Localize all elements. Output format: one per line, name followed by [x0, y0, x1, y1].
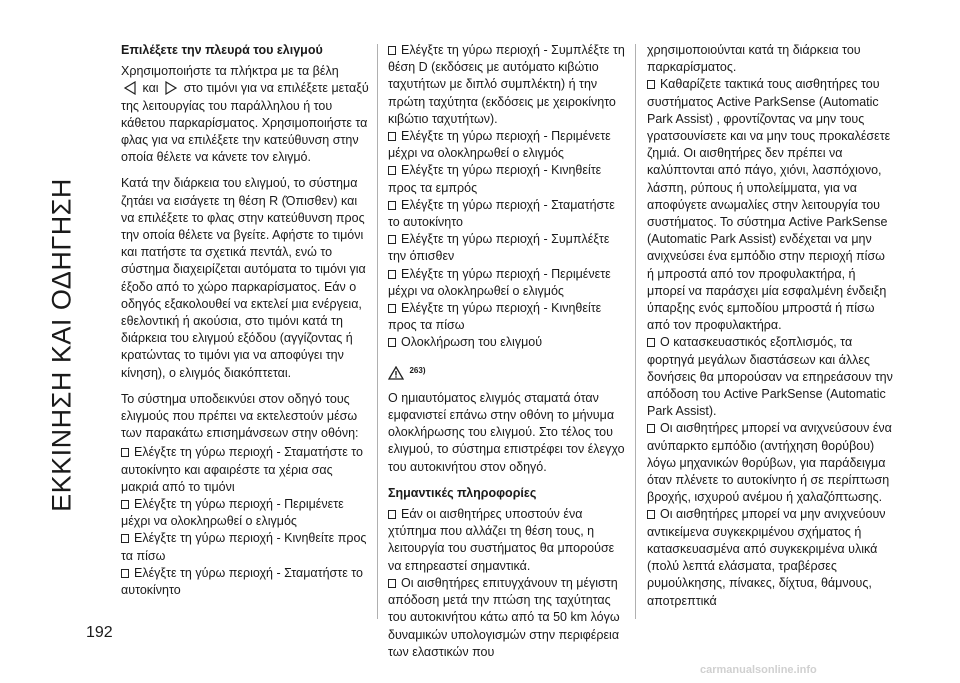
bullet-icon: [647, 424, 655, 433]
warning-reference: [388, 362, 628, 382]
bullet-icon: [121, 569, 129, 578]
list-item: Καθαρίζετε τακτικά τους αισθητήρες του συστήματος Active ParkSense (Automatic Park Assist) , φροντίζοντας να μην τους γρατσουνίσετε και να μην τους προκαλέσετε ζημιά. Οι αισθητήρες δεν πρέπει να καλύπτονται από πάγο, χιόνι, λασπόχιονο, λάσπη, ρύπους ή υπολείμματα, για να αποφύγετε ανωμαλίες στην λειτουργία του συστήματος. Το σύστημα Active ParkSense (Automatic Park Assist) ενδέχεται να μην ανιχνεύσει ένα εμπόδιο στην περιοχή πίσω ή μπροστά από τον προφυλακτήρα, ή μπορεί να παράσχει μία εσφαλμένη ένδειξη ύπαρξης ενός εμποδίου μπροστά ή πίσω από τον προφυλακτήρα.: [647, 77, 891, 333]
list-item: Ελέγξτε τη γύρω περιοχή - Σταματήστε το αυτοκίνητο: [121, 565, 363, 598]
bullet-icon: [388, 270, 396, 279]
page-number: 192: [86, 624, 113, 641]
section-heading: Σημαντικές πληροφορίες: [388, 485, 537, 500]
bullet-icon: [388, 510, 396, 519]
list-item: Ελέγξτε τη γύρω περιοχή - Περιμένετε μέχρι να ολοκληρωθεί ο ελιγμός: [121, 497, 344, 529]
warning-ref-number: 263): [409, 365, 426, 375]
list-item: Οι αισθητήρες μπορεί να ανιχνεύσουν ένα ανύπαρκτο εμπόδιο (αντήχηση θορύβου) λόγω μηχανικών θορύβων, για παράδειγμα όταν πλένετε το αυτοκίνητο ή σε περίπτωση βροχής, ισχυρού ανέμου ή χαλαζόπτωσης.: [647, 421, 892, 505]
warning-icon: [388, 366, 404, 380]
list-item: Ο κατασκευαστικός εξοπλισμός, τα φορτηγά μεγάλων διαστάσεων και άλλες δονήσεις θα μπορούσαν να επηρεάσουν την απόδοση του Active ParkSense (Automatic Park Assist).: [647, 335, 893, 419]
arrow-left-icon: [123, 81, 137, 95]
bullet-icon: [388, 338, 396, 347]
list-item: Ελέγξτε τη γύρω περιοχή - Περιμένετε μέχρι να ολοκληρωθεί ο ελιγμός: [388, 266, 611, 298]
column-divider: [635, 44, 636, 619]
section-heading: Επιλέξετε την πλευρά του ελιγμού: [121, 43, 323, 57]
list-item: Ελέγξτε τη γύρω περιοχή - Κινηθείτε προς τα εμπρός: [388, 163, 602, 195]
paragraph: Ο ημιαυτόματος ελιγμός σταματά όταν εμφανιστεί επάνω στην οθόνη το μήνυμα ολοκλήρωσης του ελιγμού. Στο τέλος του ελιγμού, το σύστημα επιστρέφει τον έλεγχο του αυτοκινήτου στον οδηγό.: [388, 390, 625, 474]
column-divider: [377, 44, 378, 619]
paragraph-text: και: [142, 81, 159, 96]
bullet-icon: [388, 166, 396, 175]
paragraph-text: στο τιμόνι για να επιλέξετε μεταξύ της λειτουργίας του παράλληλου ή του κάθετου παρκαρίσματος. Χρησιμοποιήστε τα φλας για να επιλέξετε την κατεύθυνση στην οποία θέλετε να κάνετε τον ελιγμό.: [121, 81, 369, 165]
bullet-icon: [388, 579, 396, 588]
watermark: carmanualsonline.info: [700, 664, 817, 676]
bullet-icon: [121, 500, 129, 509]
bullet-icon: [121, 448, 129, 457]
column-2: [388, 42, 628, 661]
bullet-icon: [388, 304, 396, 313]
paragraph: [121, 63, 371, 166]
list-item: Ελέγξτε τη γύρω περιοχή - Σταματήστε το αυτοκίνητο: [388, 197, 615, 230]
list-item: Ελέγξτε τη γύρω περιοχή - Σταματήστε το αυτοκίνητο και αφαιρέστε τα χέρια σας μακριά από το τιμόνι: [121, 445, 363, 494]
chapter-title: ΕΚΚΙΝΗΣΗ ΚΑΙ ΟΔΗΓΗΣΗ: [46, 178, 77, 512]
list-item: Ελέγξτε τη γύρω περιοχή - Κινηθείτε προς τα πίσω: [121, 531, 367, 563]
list-item: Ελέγξτε τη γύρω περιοχή - Συμπλέξτε την όπισθεν: [388, 232, 610, 264]
list-item: Ολοκλήρωση του ελιγμού: [388, 334, 628, 351]
list-item: Οι αισθητήρες μπορεί να μην ανιχνεύουν αντικείμενα συγκεκριμένου σχήματος ή κατασκευασμένα από συγκεκριμένα υλικά (πολύ λεπτά ελάσματα, τραβέρσες ρυμούλκησης, πίνακες, δίχτυα, θάμνους, αποτρεπτικά: [647, 507, 886, 608]
list-item: Ελέγξτε τη γύρω περιοχή - Συμπλέξτε τη θέση D (εκδόσεις με αυτόματο κιβώτιο ταχυτήτων με διπλό συμπλέκτη) ή την πρώτη ταχύτητα (εκδόσεις με χειροκίνητο κιβώτιο ταχυτήτων).: [388, 43, 625, 126]
arrow-right-icon: [164, 81, 178, 95]
bullet-icon: [121, 534, 129, 543]
list-item: Ελέγξτε τη γύρω περιοχή - Κινηθείτε προς τα πίσω: [388, 301, 602, 333]
list-item: Οι αισθητήρες επιτυγχάνουν τη μέγιστη απόδοση μετά την πτώση της ταχύτητας του αυτοκινήτου κάτω από τα 50 km λόγω δυναμικών υπολογισμών στην περιφέρεια των ελαστικών που: [388, 575, 620, 659]
column-3: [647, 42, 895, 610]
bullet-icon: [647, 338, 655, 347]
bullet-icon: [388, 132, 396, 141]
list-item: Ελέγξτε τη γύρω περιοχή - Περιμένετε μέχρι να ολοκληρωθεί ο ελιγμός: [388, 129, 611, 161]
paragraph: χρησιμοποιούνται κατά τη διάρκεια του παρκαρίσματος.: [647, 43, 861, 75]
bullet-icon: [647, 510, 655, 519]
list-item: Εάν οι αισθητήρες υποστούν ένα χτύπημα που αλλάζει τη θέση τους, η λειτουργία του συστήματος θα μπορούσε να επηρεαστεί σημαντικά.: [388, 507, 615, 573]
paragraph: Κατά την διάρκεια του ελιγμού, το σύστημα ζητάει να εισάγετε τη θέση R (Όπισθεν) και να επιλέξετε το φλας στην κατεύθυνση προς την οποία θέλετε να βγείτε. Αφήστε το τιμόνι και πατήστε τα σχετικά πεντάλ, ενώ το σύστημα διαχειρίζεται αυτόματα το τιμόνι για έξοδο από το χώρο παρκαρίσματος. Εάν ο οδηγός εξακολουθεί να εκτελεί μια ενέργεια, εθελοντική ή ακούσια, στο τιμόνι κατά τη διάρκεια του ελιγμού εξόδου (αγγίζοντας ή κρατώντας το τιμόνι για να αποφύγει την κίνηση), ο ελιγμός διακόπτεται.: [121, 176, 366, 380]
paragraph: Το σύστημα υποδεικνύει στον οδηγό τους ελιγμούς που πρέπει να εκτελεστούν μέσω των παρακάτω επισημάνσεων στην οθόνη:: [121, 391, 359, 441]
bullet-icon: [388, 46, 396, 55]
paragraph-text: Χρησιμοποιήστε τα πλήκτρα με τα βέλη: [121, 64, 339, 79]
bullet-icon: [647, 80, 655, 89]
column-1: [121, 42, 371, 599]
bullet-icon: [388, 201, 396, 210]
bullet-icon: [388, 235, 396, 244]
